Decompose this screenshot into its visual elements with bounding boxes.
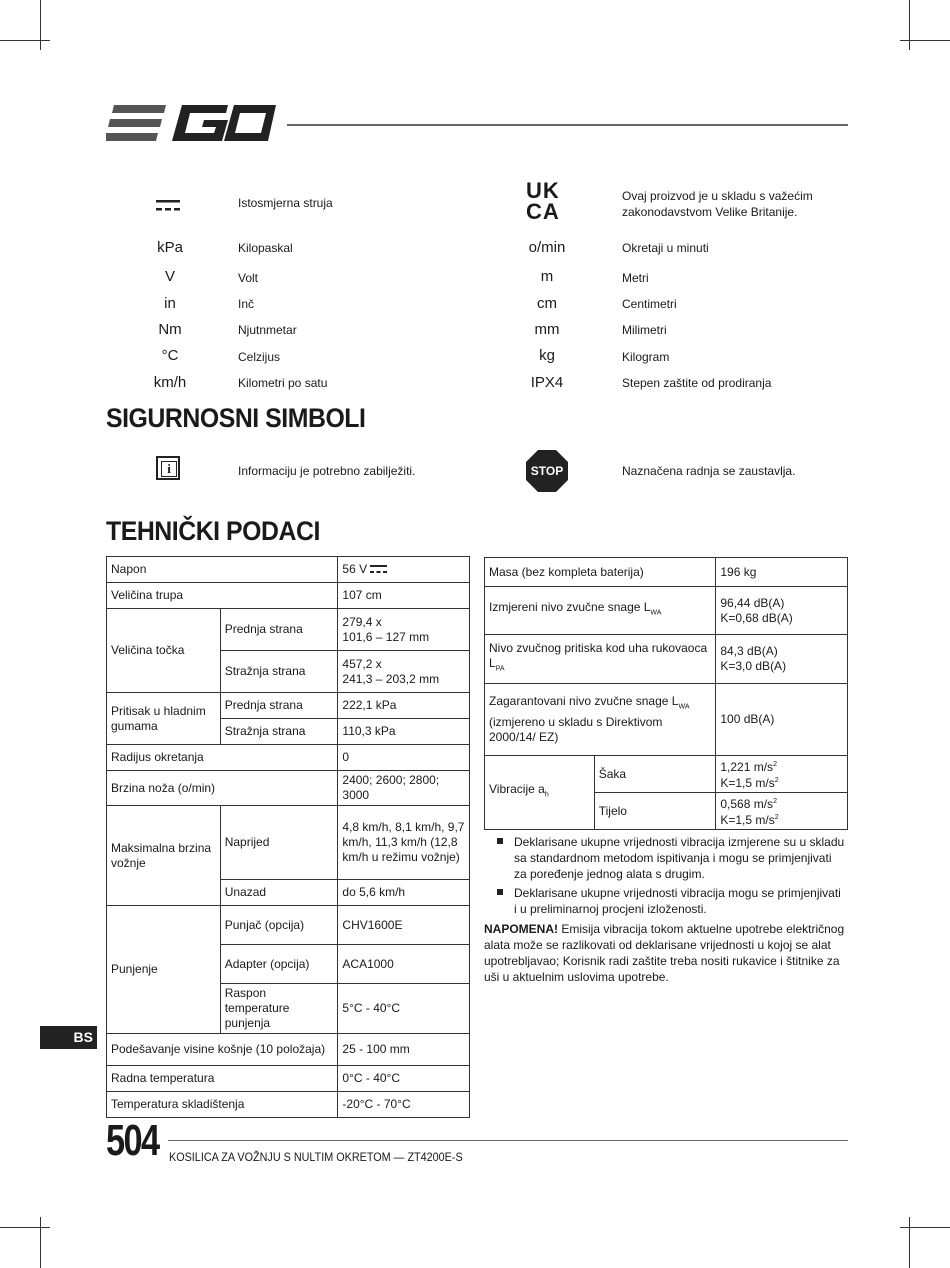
crop-mark: [909, 1217, 910, 1268]
direct-current-icon: [370, 565, 388, 574]
symbol-label: mm: [534, 321, 560, 338]
table-cell-label: Maksimalna brzina vožnje: [107, 806, 221, 906]
symbol-desc: Okretaji u minuti: [622, 241, 709, 255]
table-cell-label: Izmjereni nivo zvučne snage $L_{WA}$: [485, 587, 716, 635]
table-cell-label: Veličina trupa: [107, 583, 338, 609]
table-cell-value: 457,2 x 241,3 – 203,2 mm: [338, 651, 470, 693]
language-tab: [40, 1026, 97, 1049]
stop-sign-icon: [525, 449, 569, 498]
symbol-label: °C: [161, 347, 179, 364]
symbol-desc: Celzijus: [238, 350, 281, 364]
table-cell-label: Brzina noža (o/min): [107, 771, 338, 806]
bullet-icon: [497, 838, 503, 844]
table-cell-label: Veličina točka: [107, 609, 221, 693]
note-bullet: Deklarisane ukupne vrijednosti vibracija mogu se primjenjivati i u preliminarnoj procjeni izloženosti.: [497, 885, 845, 917]
symbol-desc: Centimetri: [622, 297, 677, 311]
symbol-desc: Istosmjerna struja: [238, 196, 333, 210]
table-cell-value: 1,221 $m/s^2$ K=1,5 $m/s^2$: [716, 756, 848, 793]
table-cell-label: Pritisak u hladnim gumama: [107, 693, 221, 745]
table-cell-label: Punjač (opcija): [220, 906, 338, 945]
table-cell-label: Tijelo: [594, 793, 716, 830]
table-cell-label: Adapter (opcija): [220, 945, 338, 984]
symbol-desc: Kilogram: [622, 350, 670, 364]
table-cell-value: 5°C - 40°C: [338, 984, 470, 1034]
table-cell-label: Raspon temperature punjenja: [220, 984, 338, 1034]
table-cell-label: Stražnja strana: [220, 719, 338, 745]
table-cell-label: Unazad: [220, 880, 338, 906]
table-cell-label: Šaka: [594, 756, 716, 793]
table-cell-value: 110,3 kPa: [338, 719, 470, 745]
table-cell-value: CHV1600E: [338, 906, 470, 945]
table-cell-value: 100 dB(A): [716, 684, 848, 756]
table-cell-value: 56 V: [338, 557, 470, 583]
symbol-desc: Metri: [622, 271, 649, 285]
symbol-label: kg: [539, 347, 555, 364]
symbol-desc: Volt: [238, 271, 259, 285]
table-cell-value: 222,1 kPa: [338, 693, 470, 719]
crop-mark: [0, 1227, 50, 1228]
crop-mark: [900, 1227, 950, 1228]
symbol-label: IPX4: [530, 374, 564, 391]
symbol-desc: Njutnmetar: [238, 323, 297, 337]
table-cell-label: Radna temperatura: [107, 1066, 338, 1092]
table-cell-label: Stražnja strana: [220, 651, 338, 693]
symbol-label: kPa: [157, 239, 183, 256]
table-cell-value: ACA1000: [338, 945, 470, 984]
table-cell-label: Prednja strana: [220, 693, 338, 719]
symbol-desc: Stepen zaštite od prodiranja: [622, 376, 772, 390]
napomena-note: NAPOMENA! Emisija vibracija tokom aktuelne upotrebe električnog alata može se razlikovati od deklarisane vrijednosti u kojoj se alat upotrebljavao; Korisnik radi zaštite treba nositi rukavice i štitnike za uši u aktuelnim uslovima upotrebe.: [484, 922, 845, 984]
table-cell-value: 84,3 dB(A) K=3,0 dB(A): [716, 635, 848, 684]
page-number: 504: [106, 1116, 159, 1165]
symbol-label: V: [164, 268, 175, 285]
table-cell-label: Naprijed: [220, 806, 338, 880]
crop-mark: [40, 0, 41, 50]
table-cell-value: 25 - 100 mm: [338, 1034, 470, 1066]
symbol-desc: Kilometri po satu: [238, 376, 328, 390]
tech-heading: TEHNIČKI PODACI: [106, 516, 320, 546]
table-cell-label: Prednja strana: [220, 609, 338, 651]
stop-symbol-desc: Naznačena radnja se zaustavlja.: [622, 464, 796, 478]
table-cell-value: 0,568 $m/s^2$ K=1,5 $m/s^2$: [716, 793, 848, 830]
footer-rule: [168, 1140, 848, 1141]
table-cell-value: do 5,6 km/h: [338, 880, 470, 906]
crop-mark: [900, 40, 950, 41]
tech-table-right: [484, 557, 848, 830]
table-cell-label: Radijus okretanja: [107, 745, 338, 771]
table-cell-value: 0: [338, 745, 470, 771]
symbol-desc: Inč: [238, 297, 255, 311]
brand-logo: [106, 101, 278, 150]
symbol-label: o/min: [528, 239, 566, 256]
symbol-label: in: [164, 295, 176, 312]
crop-mark: [0, 40, 50, 41]
note-bullet: Deklarisane ukupne vrijednosti vibracija izmjerene su u skladu sa standardnom metodom ispitivanja i mogu se primjenjivati za poređenje jednog alata s drugim.: [497, 834, 845, 882]
symbol-desc: Kilopaskal: [238, 241, 293, 255]
table-cell-label: Podešavanje visine košnje (10 položaja): [107, 1034, 338, 1066]
language-code: BS: [73, 1029, 93, 1045]
crop-mark: [40, 1217, 41, 1268]
info-icon: i: [156, 456, 180, 480]
tech-table-left: [106, 556, 470, 1118]
table-cell-value: 107 cm: [338, 583, 470, 609]
table-cell-value: -20°C - 70°C: [338, 1092, 470, 1118]
safety-heading: SIGURNOSNI SIMBOLI: [106, 403, 366, 433]
crop-mark: [909, 0, 910, 50]
direct-current-icon: [156, 200, 182, 212]
table-cell-label: Vibracije $a_h$: [485, 756, 595, 830]
table-cell-value: 196 kg: [716, 558, 848, 587]
symbol-label: km/h: [153, 374, 187, 391]
ukca-mark-icon: UK CA: [526, 178, 560, 224]
symbol-label: Nm: [158, 321, 182, 338]
table-cell-label: Napon: [107, 557, 338, 583]
symbol-label: m: [540, 268, 554, 285]
table-cell-value: 0°C - 40°C: [338, 1066, 470, 1092]
header-rule: [287, 124, 848, 126]
bullet-icon: [497, 889, 503, 895]
table-cell-label: Nivo zvučnog pritiska kod uha rukovaoca $L_{PA}$: [485, 635, 716, 684]
table-cell-value: 96,44 dB(A) K=0,68 dB(A): [716, 587, 848, 635]
table-cell-label: Punjenje: [107, 906, 221, 1034]
symbol-desc: Ovaj proizvod je u skladu s važećim zakonodavstvom Velike Britanije.: [622, 189, 813, 219]
table-cell-label: Temperatura skladištenja: [107, 1092, 338, 1118]
symbol-desc: Milimetri: [622, 323, 667, 337]
symbol-label: cm: [537, 295, 557, 312]
stop-sign-label: STOP: [530, 464, 564, 478]
table-cell-label: Masa (bez kompleta baterija): [485, 558, 716, 587]
symbol-direct-current: [156, 199, 182, 217]
table-cell-value: 4,8 km/h, 8,1 km/h, 9,7 km/h, 11,3 km/h (12,8 km/h u režimu vožnje): [338, 806, 470, 880]
info-symbol-desc: Informaciju je potrebno zabilježiti.: [238, 464, 416, 478]
footer-title: KOSILICA ZA VOŽNJU S NULTIM OKRETOM — ZT4200E-S: [169, 1150, 463, 1164]
table-cell-value: 279,4 x 101,6 – 127 mm: [338, 609, 470, 651]
table-cell-value: 2400; 2600; 2800; 3000: [338, 771, 470, 806]
table-cell-label: Zagarantovani nivo zvučne snage $L_{WA}$ (izmjereno u skladu s Direktivom 2000/14/ EZ): [485, 684, 716, 756]
